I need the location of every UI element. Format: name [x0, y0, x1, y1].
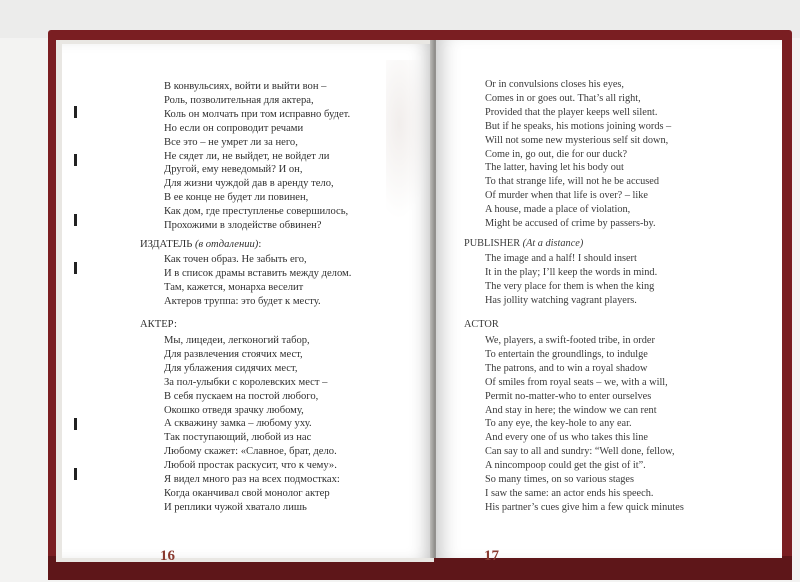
- verse-line: Для жизни чуждой дав в аренду тело,: [164, 178, 334, 190]
- verse-line: Другой, ему неведомый? И он,: [164, 164, 303, 176]
- page-edge-mark: [74, 262, 77, 274]
- page-edge-mark: [74, 418, 77, 430]
- speaker-name: ИЗДАТЕЛЬ: [140, 239, 193, 250]
- verse-line: The very place for them is when the king: [485, 280, 655, 292]
- verse-line: Но если он сопроводит речами: [164, 122, 304, 134]
- verse-line: Comes in or goes out. That’s all right,: [485, 92, 641, 104]
- verse-line: Коль он молчать при том исправно будет.: [164, 108, 351, 120]
- verse-line: To entertain the groundlings, to indulge: [485, 348, 648, 360]
- verse-line: Прохожими в злодействе обвинен?: [164, 220, 322, 232]
- verse-line: The patrons, and to win a royal shadow: [485, 362, 648, 374]
- verse-line: The latter, having let his body out: [485, 162, 624, 174]
- verse-line: Я видел много раз на всех подмостках:: [164, 474, 340, 486]
- verse-line: Can say to all and sundry: “Well done, fellow,: [485, 446, 675, 458]
- verse-line: И в список драмы вставить между делом.: [164, 267, 352, 279]
- verse-line: Актеров труппа: это будет к месту.: [164, 295, 321, 307]
- page-edge-mark: [74, 154, 77, 166]
- verse-line: Окошко отведя зрачку любому,: [164, 404, 304, 416]
- speaker-heading-actor: АКТЕР:: [140, 319, 177, 330]
- stage-direction: (At a distance): [522, 238, 584, 249]
- verse-line: We, players, a swift-footed tribe, in order: [485, 335, 655, 346]
- verse-line: It in the play; I’ll keep the words in mind.: [485, 266, 658, 278]
- verse-line: Of murder when that life is over? – like: [485, 190, 648, 202]
- verse-line: To that strange life, will not he be accused: [485, 176, 659, 188]
- page-number-left: 16: [160, 548, 175, 564]
- verse-line: So many times, on so various stages: [485, 474, 635, 486]
- verse-line: За пол-улыбки с королевских мест –: [164, 376, 328, 388]
- speaker-heading-publisher: [140, 239, 261, 250]
- page-number-right: 17: [484, 548, 499, 564]
- verse-line: And every one of us who takes this line: [485, 432, 649, 444]
- verse-line: His partner’s cues give him a few quick minutes: [485, 501, 684, 513]
- page-edge-mark: [74, 468, 77, 480]
- verse-line: Любой простак раскусит, что к чему».: [164, 460, 337, 472]
- speaker-colon: :: [258, 239, 262, 250]
- right-actor-lines: [485, 334, 684, 515]
- verse-line: В ее конце не будет ли повинен,: [164, 192, 309, 204]
- verse-line: Will not some new mysterious self sit down,: [485, 134, 669, 146]
- verse-line: Как точен образ. Не забыть его,: [164, 254, 307, 265]
- verse-line: В конвульсиях, войти и выйти вон –: [164, 81, 327, 92]
- speaker-name: PUBLISHER: [464, 238, 521, 249]
- left-verse-block: [164, 80, 350, 233]
- speaker-heading-actor-en: ACTOR: [464, 319, 499, 330]
- verse-line: Там, кажется, монарха веселит: [164, 281, 304, 293]
- speaker-heading-publisher-en: [464, 238, 583, 249]
- verse-line: Has jollity watching vagrant players.: [485, 294, 637, 306]
- verse-line: Как дом, где преступленье совершилось,: [164, 206, 349, 218]
- verse-line: Для развлечения стоячих мест,: [164, 348, 303, 360]
- verse-line: The image and a half! I should insert: [485, 253, 637, 264]
- verse-line: A nincompoop could get the gist of it”.: [485, 460, 646, 472]
- verse-line: I saw the same: an actor ends his speech.: [485, 487, 654, 499]
- verse-line: В себя пускаем на постой любого,: [164, 390, 319, 402]
- right-verse-block: [485, 78, 671, 231]
- verse-line: Or in convulsions closes his eyes,: [485, 79, 624, 90]
- verse-line: А скважину замка – любому уху.: [164, 418, 312, 430]
- verse-line: Of smiles from royal seats – we, with a will,: [485, 376, 668, 388]
- verse-line: A house, made a place of violation,: [485, 204, 631, 216]
- verse-line: Мы, лицедеи, легконогий табор,: [164, 335, 310, 346]
- verse-line: And stay in here; the window we can rent: [485, 404, 657, 416]
- verse-line: Все это – не умрет ли за него,: [164, 136, 298, 148]
- verse-line: To any eye, the key-hole to any ear.: [485, 418, 632, 430]
- verse-line: Не сядет ли, не выйдет, не войдет ли: [164, 150, 330, 162]
- left-publisher-lines: [164, 253, 351, 309]
- page-edge-mark: [74, 106, 77, 118]
- verse-line: Permit no-matter-who to enter ourselves: [485, 390, 652, 402]
- verse-line: И реплики чужой хватало лишь: [164, 501, 307, 513]
- verse-line: Роль, позволительная для актера,: [164, 94, 314, 106]
- left-actor-lines: [164, 334, 340, 515]
- verse-line: Come in, go out, die for our duck?: [485, 148, 628, 160]
- verse-line: Так поступающий, любой из нас: [164, 432, 312, 444]
- stage-direction: (в отдалении): [194, 239, 259, 250]
- verse-line: But if he speaks, his motions joining words –: [485, 120, 672, 132]
- page-edge-mark: [74, 214, 77, 226]
- verse-line: Might be accused of crime by passers-by.: [485, 218, 656, 230]
- ink-bleed: [386, 60, 430, 220]
- verse-line: Когда оканчивал свой монолог актер: [164, 487, 330, 499]
- verse-line: Provided that the player keeps well silent.: [485, 106, 658, 118]
- right-publisher-lines: [485, 252, 657, 308]
- verse-line: Любому скажет: «Славное, брат, дело.: [164, 446, 337, 458]
- verse-line: Для ублажения сидячих мест,: [164, 362, 298, 374]
